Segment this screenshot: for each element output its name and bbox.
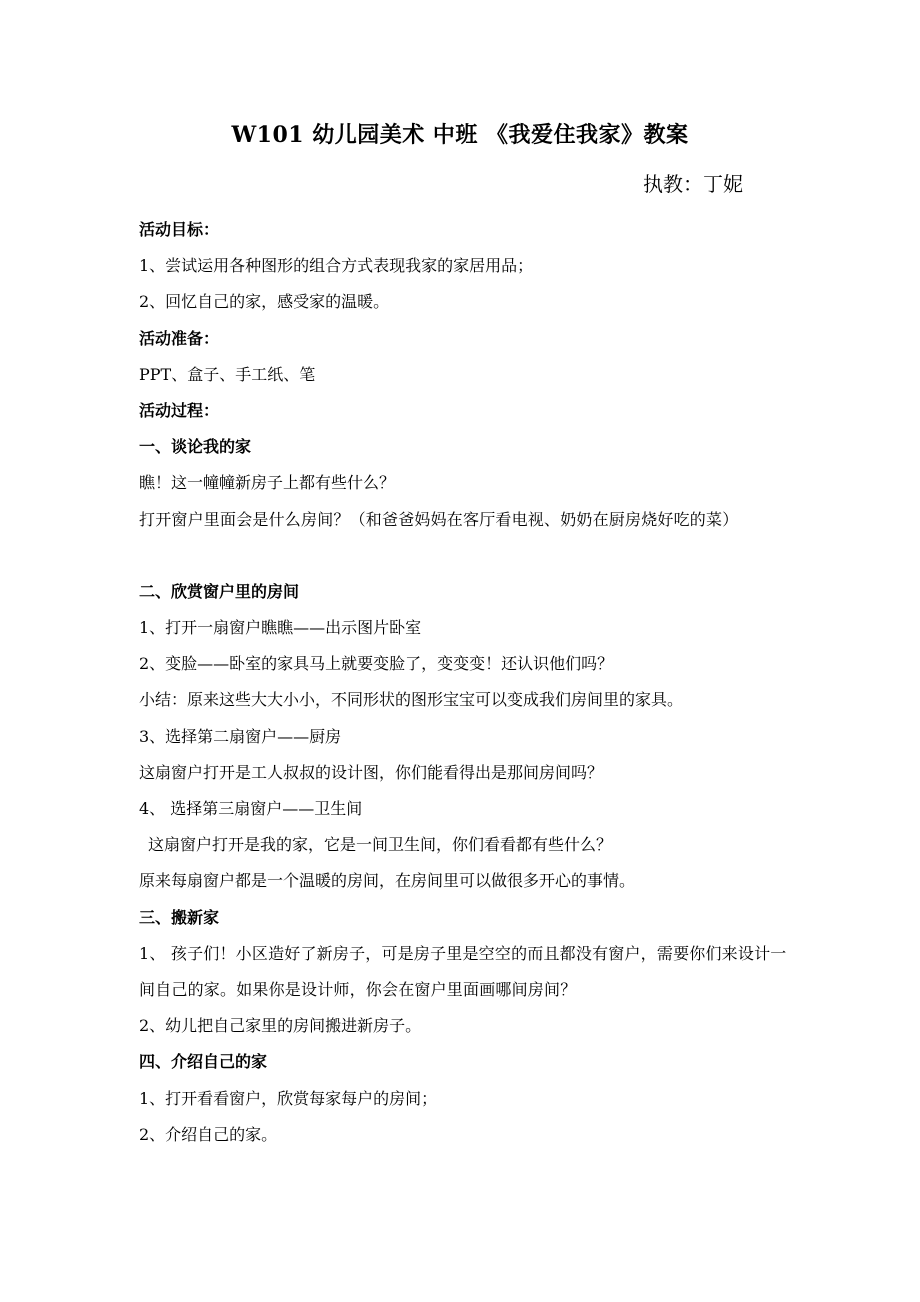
goals-heading: 活动目标： — [139, 220, 220, 239]
prep-items: PPT、盒子、手工纸、笔 — [139, 364, 316, 384]
part2-heading: 二、欣赏窗户里的房间 — [139, 581, 300, 601]
goal-item-1: 1、尝试运用各种图形的组合方式表现我家的家居用品； — [139, 256, 534, 276]
part2-line-6: 这扇窗户打开是我的家，它是一间卫生间，你们看看都有些什么？ — [148, 835, 613, 855]
part4-line-2: 2、介绍自己的家。 — [139, 1124, 278, 1144]
teacher-name: 执教：丁妮 — [643, 172, 743, 196]
part3-line-2: 2、幼儿把自己家里的房间搬进新房子。 — [139, 1016, 422, 1036]
part3-line-1: 1、 孩子们！小区造好了新房子，可是房子里是空空的而且都没有窗户，需要你们来设计一间自己的家。如果你是设计师，你会在窗户里面画哪间房间？ — [139, 943, 787, 999]
part2-line-2: 2、变脸——卧室的家具马上就要变脸了，变变变！还认识他们吗？ — [139, 654, 614, 674]
part2-line-3: 3、选择第二扇窗户——厨房 — [139, 726, 342, 746]
prep-heading: 活动准备： — [139, 328, 220, 348]
part2-line-1: 1、打开一扇窗户瞧瞧——出示图片卧室 — [139, 618, 422, 638]
goal-item-2: 2、回忆自己的家，感受家的温暖。 — [139, 292, 390, 312]
part1-line-1: 瞧！这一幢幢新房子上都有些什么？ — [139, 473, 396, 493]
part4-heading: 四、介绍自己的家 — [139, 1052, 268, 1072]
part2-line-7: 原来每扇窗户都是一个温暖的房间，在房间里可以做很多开心的事情。 — [139, 871, 636, 891]
part2-line-5: 4、 选择第三扇窗户——卫生间 — [139, 799, 363, 819]
part2-summary: 小结：原来这些大大小小，不同形状的图形宝宝可以变成我们房间里的家具。 — [139, 690, 684, 710]
document-body — [139, 212, 799, 1153]
part2-line-4: 这扇窗户打开是工人叔叔的设计图，你们能看得出是那间房间吗？ — [139, 762, 604, 782]
part3-heading: 三、搬新家 — [139, 907, 220, 927]
part1-line-2: 打开窗户里面会是什么房间？（和爸爸妈妈在客厅看电视、奶奶在厨房烧好吃的菜） — [139, 509, 739, 529]
part1-heading: 一、谈论我的家 — [139, 437, 252, 457]
process-heading: 活动过程： — [139, 400, 220, 420]
part4-line-1: 1、打开看看窗户，欣赏每家每户的房间； — [139, 1088, 438, 1108]
document-title: W101 幼儿园美术 中班 《我爱住我家》教案 — [231, 122, 689, 148]
